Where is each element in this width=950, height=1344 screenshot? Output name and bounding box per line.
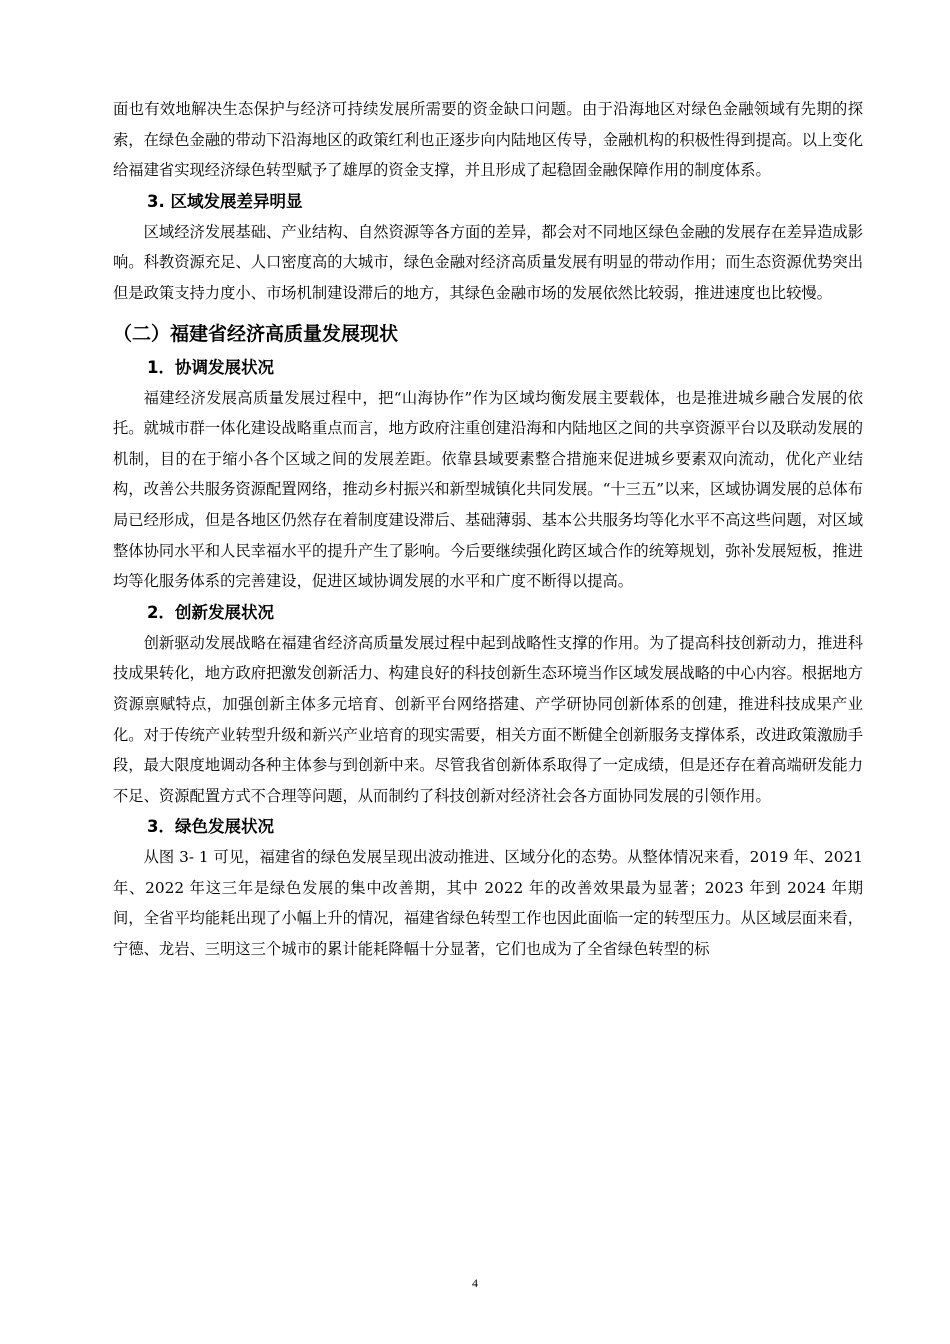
coordination-paragraph: 福建经济发展高质量发展过程中，把“山海协作”作为区域均衡发展主要载体，也是推进城乡融合发展的依托。就城市群一体化建设战略重点而言，地方政府注重创建沿海和内陆地区之间的共享资源平台以及联动发展的机制，目的在于缩小各个区域之间的发展差距。依靠县域要素整合措施来促进城乡要素双向流动，优化产业结构，改善公共服务资源配置网络，推动乡村振兴和新型城镇化共同发展。“十三五”以来，区域协调发展的总体布局已经形成，但是各地区仍然存在着制度建设滞后、基础薄弱、基本公共服务均等化水平不高这些问题，对区域整体协同水平和人民幸福水平的提升产生了影响。今后要继续强化跨区域合作的统筹规划，弥补发展短板，推进均等化服务体系的完善建设，促进区域协调发展的水平和广度不断得以提高。 (113, 388, 863, 591)
heading-coordination: 1．协调发展状况 (147, 357, 274, 377)
intro-paragraph: 面也有效地解决生态保护与经济可持续发展所需要的资金缺口问题。由于沿海地区对绿色金融领域有先期的探索，在绿色金融的带动下沿海地区的政策红利也正逐步向内陆地区传导，金融机构的积极性得到提高。以上变化给福建省实现经济绿色转型赋予了雄厚的资金支撑，并且形成了起稳固金融保障作用的制度体系。 (113, 100, 863, 180)
regional-paragraph: 区域经济发展基础、产业结构、自然资源等各方面的差异，都会对不同地区绿色金融的发展存在差异造成影响。科教资源充足、人口密度高的大城市，绿色金融对经济高质量发展有明显的带动作用；而生态资源优势突出但是政策支持力度小、市场机制建设滞后的地方，其绿色金融市场的发展依然比较弱，推进速度也比较慢。 (113, 222, 863, 302)
page-number: 4 (472, 1276, 478, 1290)
green-paragraph: 从图 3- 1 可见，福建省的绿色发展呈现出波动推进、区域分化的态势。从整体情况来看，2019 年、2021 年、2022 年这三年是绿色发展的集中改善期，其中 2022 年的改善效果最为显著；2023 年到 2024 年期间，全省平均能耗出现了小幅上升的情况，福建省绿色转型工作也因此面临一定的转型压力。从区域层面来看，宁德、龙岩、三明这三个城市的累计能耗降幅十分显著，它们也成为了全省绿色转型的标 (113, 848, 863, 959)
page-body (113, 94, 863, 965)
heading-innovation: 2．创新发展状况 (147, 602, 274, 622)
heading-green: 3．绿色发展状况 (147, 817, 274, 837)
innovation-paragraph: 创新驱动发展战略在福建省经济高质量发展过程中起到战略性支撑的作用。为了提高科技创新动力，推进科技成果转化，地方政府把激发创新活力、构建良好的科技创新生态环境当作区域发展战略的中心内容。根据地方资源禀赋特点，加强创新主体多元培育、创新平台网络搭建、产学研协同创新体系的创建，推进科技成果产业化。对于传统产业转型升级和新兴产业培育的现实需要，相关方面不断健全创新服务支撑体系，改进政策激励手段，最大限度地调动各种主体参与到创新中来。尽管我省创新体系取得了一定成绩，但是还存在着高端研发能力不足、资源配置方式不合理等问题，从而制约了科技创新对经济社会各方面协同发展的引领作用。 (113, 633, 863, 805)
heading-regional-differences: 3. 区域发展差异明显 (147, 191, 303, 211)
heading-high-quality-development: （二）福建省经济高质量发展现状 (113, 322, 399, 345)
